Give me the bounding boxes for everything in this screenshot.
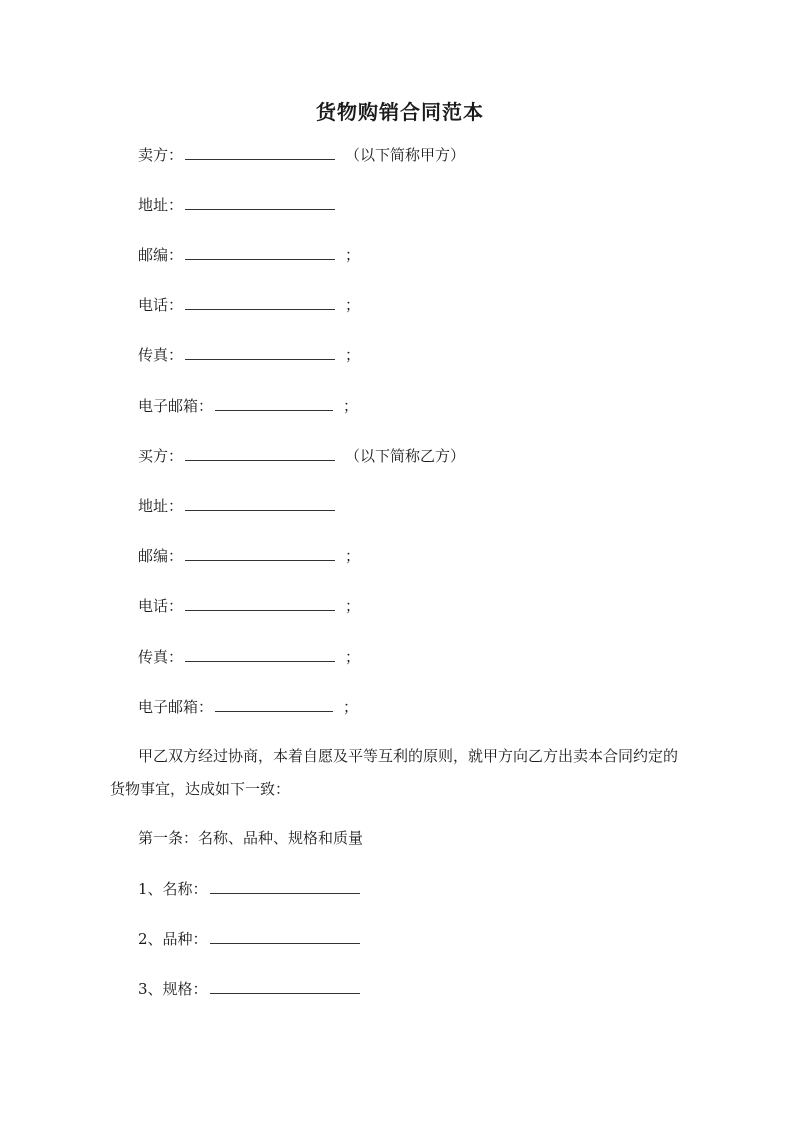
seller-address-line: [138, 195, 337, 215]
buyer-fax-blank[interactable]: [185, 647, 335, 662]
buyer-email-semicolon: ；: [343, 698, 359, 716]
buyer-phone-label: 电话：: [138, 597, 184, 615]
buyer-party-line: [138, 446, 465, 466]
seller-email-line: [138, 396, 358, 416]
article1-item-spec-blank[interactable]: [210, 979, 360, 994]
seller-phone-line: [138, 295, 360, 315]
buyer-party-label: 买方：: [138, 447, 184, 465]
buyer-postcode-line: [138, 546, 360, 566]
seller-email-label: 电子邮箱：: [138, 397, 214, 415]
seller-party-note: （以下简称甲方）: [345, 146, 466, 164]
article1-item-variety-blank[interactable]: [210, 929, 360, 944]
article1-item-name-label: 1、名称：: [138, 880, 208, 898]
buyer-phone-blank[interactable]: [185, 596, 335, 611]
seller-postcode-line: [138, 245, 360, 265]
buyer-email-line: [138, 697, 358, 717]
seller-name-blank[interactable]: [185, 145, 335, 160]
buyer-email-blank[interactable]: [215, 697, 333, 712]
seller-phone-semicolon: ；: [345, 296, 361, 314]
buyer-phone-line: [138, 596, 360, 616]
buyer-email-label: 电子邮箱：: [138, 698, 214, 716]
seller-fax-line: [138, 345, 360, 365]
seller-phone-label: 电话：: [138, 296, 184, 314]
article1-item-spec: [138, 979, 362, 999]
seller-postcode-label: 邮编：: [138, 246, 184, 264]
article1-item-spec-label: 3、规格：: [138, 980, 208, 998]
buyer-name-blank[interactable]: [185, 446, 335, 461]
buyer-fax-line: [138, 647, 360, 667]
article1-item-name-blank[interactable]: [210, 879, 360, 894]
article1-item-variety-label: 2、品种：: [138, 930, 208, 948]
seller-phone-blank[interactable]: [185, 295, 335, 310]
seller-fax-blank[interactable]: [185, 345, 335, 360]
article1-item-variety: [138, 929, 362, 949]
buyer-address-blank[interactable]: [185, 496, 335, 511]
buyer-address-line: [138, 496, 337, 516]
article1-heading: [138, 828, 363, 848]
buyer-fax-semicolon: ；: [345, 648, 361, 666]
intro-paragraph: 甲乙双方经过协商，本着自愿及平等互利的原则，就甲方向乙方出卖本合同约定的货物事宜，达成如下一致：: [110, 747, 679, 798]
buyer-fax-label: 传真：: [138, 648, 184, 666]
buyer-postcode-label: 邮编：: [138, 547, 184, 565]
seller-email-blank[interactable]: [215, 396, 333, 411]
seller-fax-semicolon: ；: [345, 346, 361, 364]
seller-party-line: [138, 145, 465, 165]
seller-postcode-semicolon: ；: [345, 246, 361, 264]
buyer-postcode-blank[interactable]: [185, 546, 335, 561]
buyer-postcode-semicolon: ；: [345, 547, 361, 565]
document-title: 货物购销合同范本: [316, 100, 484, 124]
buyer-address-label: 地址：: [138, 497, 184, 515]
seller-address-label: 地址：: [138, 196, 184, 214]
seller-postcode-blank[interactable]: [185, 245, 335, 260]
article1-item-name: [138, 879, 362, 899]
seller-email-semicolon: ；: [343, 397, 359, 415]
seller-fax-label: 传真：: [138, 346, 184, 364]
buyer-party-note: （以下简称乙方）: [345, 447, 466, 465]
article1-heading-text: 第一条：名称、品种、规格和质量: [138, 829, 364, 847]
seller-address-blank[interactable]: [185, 195, 335, 210]
buyer-phone-semicolon: ；: [345, 597, 361, 615]
seller-party-label: 卖方：: [138, 146, 184, 164]
